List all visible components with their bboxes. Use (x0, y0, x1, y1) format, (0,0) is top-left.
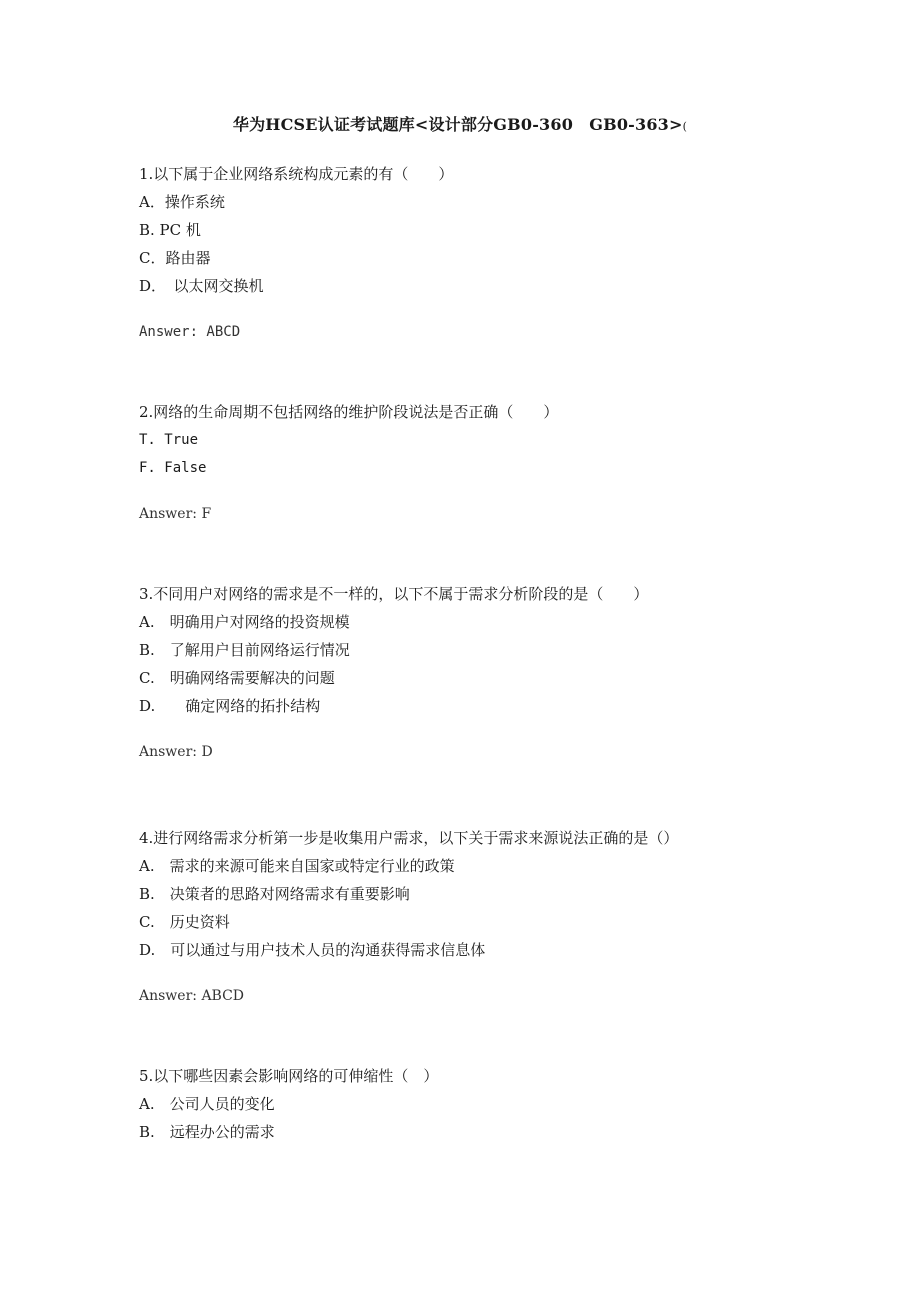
option-t: T. True (139, 432, 199, 448)
option-c: C. 历史资料 (139, 913, 230, 931)
question-stem: 5.以下哪些因素会影响网络的可伸缩性（ ） (139, 1067, 439, 1085)
option-a: A．操作系统 (139, 193, 225, 211)
option-a: A. 公司人员的变化 (139, 1095, 275, 1113)
option-b: B. PC 机 (139, 221, 201, 239)
question-stem: 2.网络的生命周期不包括网络的维护阶段说法是否正确（ ） (139, 403, 559, 421)
document-title (0, 112, 920, 135)
question-stem: 1.以下属于企业网络系统构成元素的有（ ） (139, 165, 454, 183)
answer-text: Answer: ABCD (139, 324, 241, 340)
answer-text: Answer: D (139, 744, 213, 760)
option-a: A. 明确用户对网络的投资规模 (139, 613, 350, 631)
answer-text: Answer: F (139, 506, 212, 522)
document-title-tail: ( (682, 120, 688, 133)
question-4 (139, 824, 839, 1006)
option-d: D. 可以通过与用户技术人员的沟通获得需求信息体 (139, 941, 486, 959)
question-3 (139, 580, 839, 762)
option-c: C. 明确网络需要解决的问题 (139, 669, 335, 687)
question-5 (139, 1062, 839, 1146)
option-b: B. 远程办公的需求 (139, 1123, 275, 1141)
option-b: B. 了解用户目前网络运行情况 (139, 641, 350, 659)
question-2 (139, 398, 839, 524)
option-d: D． 以太网交换机 (139, 277, 264, 295)
question-stem: 3.不同用户对网络的需求是不一样的，以下不属于需求分析阶段的是（ ） (139, 585, 649, 603)
option-d: D. 确定网络的拓扑结构 (139, 697, 321, 715)
question-stem: 4.进行网络需求分析第一步是收集用户需求，以下关于需求来源说法正确的是（） (139, 829, 679, 847)
option-b: B. 决策者的思路对网络需求有重要影响 (139, 885, 410, 903)
answer-text: Answer: ABCD (139, 988, 245, 1004)
option-c: C．路由器 (139, 249, 211, 267)
option-f: F. False (139, 460, 207, 476)
document-title-text: 华为HCSE认证考试题库<设计部分GB0-360 GB0-363> (232, 115, 683, 134)
question-1 (139, 160, 839, 342)
option-a: A. 需求的来源可能来自国家或特定行业的政策 (139, 857, 455, 875)
